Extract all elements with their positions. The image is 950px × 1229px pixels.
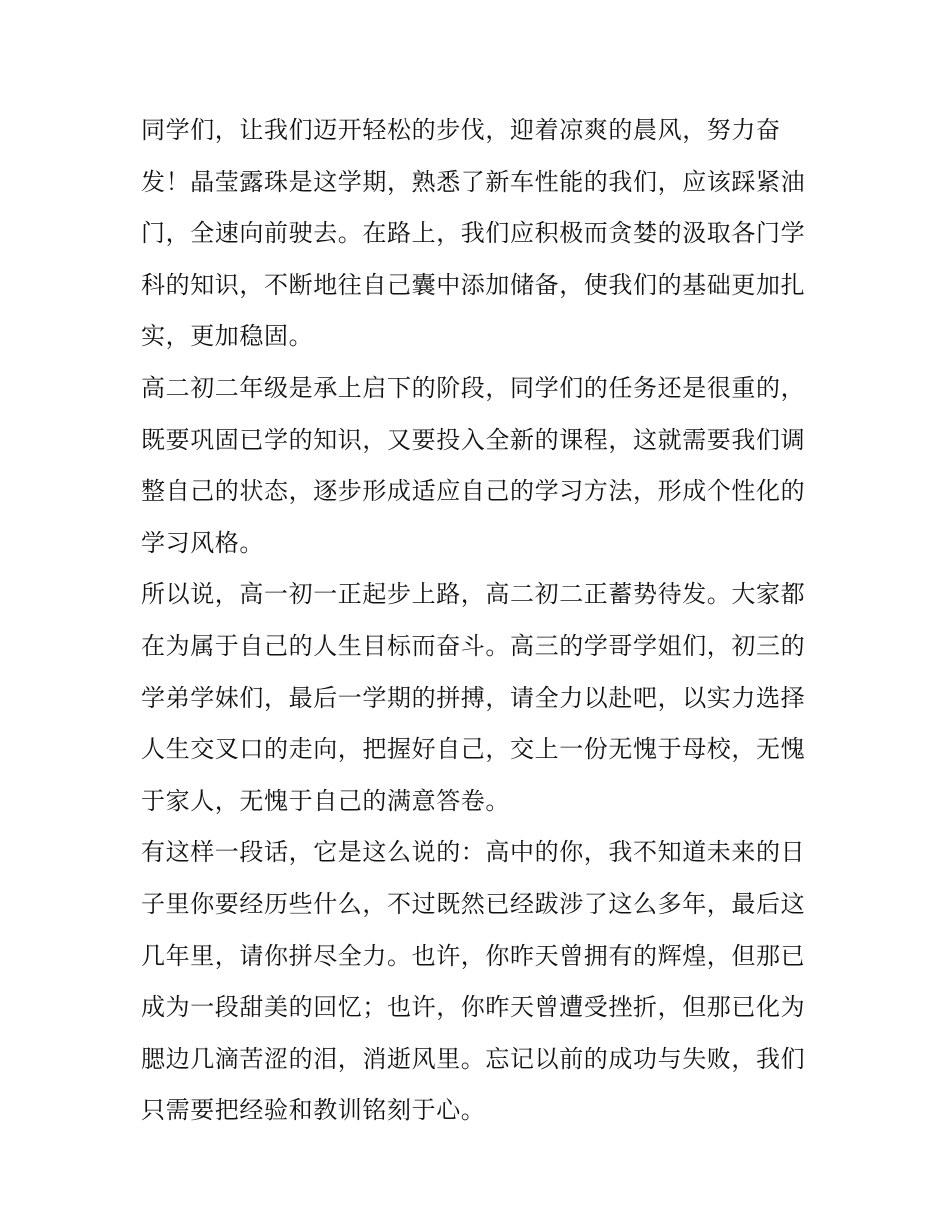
- text-line: 成为一段甜美的回忆；也许，你昨天曾遭受挫折，但那已化为: [141, 993, 806, 1022]
- text-line: 几年里，请你拼尽全力。也许，你昨天曾拥有的辉煌，但那已: [141, 941, 806, 970]
- text-line: 于家人，无愧于自己的满意答卷。: [141, 786, 510, 815]
- text-line: 高二初二年级是承上启下的阶段，同学们的任务还是很重的，: [141, 373, 806, 402]
- text-line: 子里你要经历些什么，不过既然已经跋涉了这么多年，最后这: [141, 889, 806, 918]
- text-line: 所以说，高一初一正起步上路，高二初二正蓄势待发。大家都: [141, 580, 806, 609]
- text-line: 实，更加稳固。: [141, 322, 314, 351]
- text-line: 门，全速向前驶去。在路上，我们应积极而贪婪的汲取各门学: [141, 219, 806, 248]
- text-line: 整自己的状态，逐步形成适应自己的学习方法，形成个性化的: [141, 477, 806, 506]
- text-line: 发！晶莹露珠是这学期，熟悉了新车性能的我们，应该踩紧油: [141, 167, 806, 196]
- text-line: 既要巩固已学的知识，又要投入全新的课程，这就需要我们调: [141, 425, 806, 454]
- text-line: 人生交叉口的走向，把握好自己，交上一份无愧于母校，无愧: [141, 735, 806, 764]
- text-line: 腮边几滴苦涩的泪，消逝风里。忘记以前的成功与失败，我们: [141, 1044, 806, 1073]
- text-line: 同学们，让我们迈开轻松的步伐，迎着凉爽的晨风，努力奋: [141, 116, 781, 144]
- body-text: [141, 105, 813, 1137]
- text-line: 学弟学妹们，最后一学期的拼搏，请全力以赴吧，以实力选择: [141, 683, 806, 712]
- text-line: 在为属于自己的人生目标而奋斗。高三的学哥学姐们，初三的: [141, 631, 806, 660]
- text-line: 只需要把经验和教训铭刻于心。: [141, 1096, 486, 1125]
- text-line: 科的知识，不断地往自己囊中添加储备，使我们的基础更加扎: [141, 270, 806, 299]
- text-line: 学习风格。: [141, 528, 264, 557]
- text-line: 有这样一段话，它是这么说的：高中的你，我不知道未来的日: [141, 838, 806, 867]
